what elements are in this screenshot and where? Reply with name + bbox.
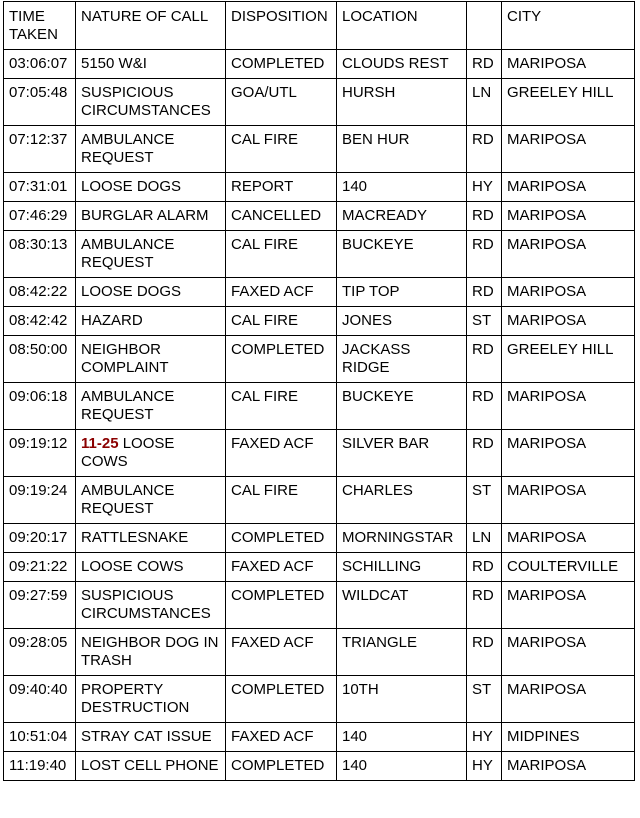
cell-disposition: FAXED ACF <box>226 629 337 676</box>
cell-suffix: RD <box>467 126 502 173</box>
table-row <box>4 79 635 126</box>
cell-suffix: RD <box>467 582 502 629</box>
cell-location: CLOUDS REST <box>337 50 467 79</box>
cell-time: 07:46:29 <box>4 202 76 231</box>
cell-nature <box>76 430 226 477</box>
cell-suffix: HY <box>467 723 502 752</box>
cell-location: SILVER BAR <box>337 430 467 477</box>
cell-time: 08:42:22 <box>4 278 76 307</box>
cell-suffix: RD <box>467 278 502 307</box>
table-row <box>4 524 635 553</box>
header-suffix <box>467 2 502 50</box>
nature-code: 11-25 <box>81 435 119 452</box>
table-row <box>4 126 635 173</box>
cell-time: 09:19:24 <box>4 477 76 524</box>
cell-city: MARIPOSA <box>502 582 635 629</box>
cell-city: MARIPOSA <box>502 676 635 723</box>
cell-disposition: REPORT <box>226 173 337 202</box>
cell-city: MARIPOSA <box>502 231 635 278</box>
cell-time: 09:28:05 <box>4 629 76 676</box>
cell-location: HURSH <box>337 79 467 126</box>
cell-city: MARIPOSA <box>502 383 635 430</box>
cell-time: 03:06:07 <box>4 50 76 79</box>
cell-suffix: HY <box>467 752 502 781</box>
cell-nature: LOOSE DOGS <box>76 278 226 307</box>
cell-location: JONES <box>337 307 467 336</box>
cell-city: MARIPOSA <box>502 629 635 676</box>
cell-city: MARIPOSA <box>502 126 635 173</box>
cell-disposition: FAXED ACF <box>226 430 337 477</box>
cell-location: SCHILLING <box>337 553 467 582</box>
cell-time: 08:50:00 <box>4 336 76 383</box>
cell-city: MARIPOSA <box>502 307 635 336</box>
cell-city: COULTERVILLE <box>502 553 635 582</box>
cell-time: 09:27:59 <box>4 582 76 629</box>
cell-nature: SUSPICIOUS CIRCUMSTANCES <box>76 582 226 629</box>
cell-location: MORNINGSTAR <box>337 524 467 553</box>
cell-disposition: COMPLETED <box>226 752 337 781</box>
cell-disposition: CANCELLED <box>226 202 337 231</box>
call-log <box>3 1 635 781</box>
cell-nature: SUSPICIOUS CIRCUMSTANCES <box>76 79 226 126</box>
cell-city: MARIPOSA <box>502 278 635 307</box>
cell-city: GREELEY HILL <box>502 79 635 126</box>
cell-suffix: RD <box>467 553 502 582</box>
table-row <box>4 723 635 752</box>
cell-time: 09:19:12 <box>4 430 76 477</box>
table-row <box>4 336 635 383</box>
cell-time: 08:42:42 <box>4 307 76 336</box>
cell-disposition: COMPLETED <box>226 336 337 383</box>
table-row <box>4 629 635 676</box>
cell-nature: AMBULANCE REQUEST <box>76 477 226 524</box>
cell-location: WILDCAT <box>337 582 467 629</box>
cell-location: MACREADY <box>337 202 467 231</box>
cell-time: 07:05:48 <box>4 79 76 126</box>
cell-city: MARIPOSA <box>502 524 635 553</box>
cell-time: 09:21:22 <box>4 553 76 582</box>
cell-time: 07:12:37 <box>4 126 76 173</box>
cell-suffix: LN <box>467 524 502 553</box>
cell-suffix: LN <box>467 79 502 126</box>
cell-location: JACKASS RIDGE <box>337 336 467 383</box>
cell-time: 08:30:13 <box>4 231 76 278</box>
cell-suffix: ST <box>467 307 502 336</box>
cell-location: TRIANGLE <box>337 629 467 676</box>
cell-location: CHARLES <box>337 477 467 524</box>
cell-location: 140 <box>337 173 467 202</box>
table-row <box>4 676 635 723</box>
cell-city: MIDPINES <box>502 723 635 752</box>
header-city: CITY <box>502 2 635 50</box>
cell-disposition: CAL FIRE <box>226 307 337 336</box>
cell-suffix: RD <box>467 430 502 477</box>
cell-location: 140 <box>337 752 467 781</box>
cell-city: MARIPOSA <box>502 173 635 202</box>
cell-location: 140 <box>337 723 467 752</box>
header-disposition: DISPOSITION <box>226 2 337 50</box>
table-row <box>4 231 635 278</box>
cell-time: 07:31:01 <box>4 173 76 202</box>
cell-nature: AMBULANCE REQUEST <box>76 126 226 173</box>
table-row <box>4 50 635 79</box>
header-time: TIME TAKEN <box>4 2 76 50</box>
cell-nature: RATTLESNAKE <box>76 524 226 553</box>
cell-city: MARIPOSA <box>502 752 635 781</box>
cell-disposition: GOA/UTL <box>226 79 337 126</box>
cell-city: GREELEY HILL <box>502 336 635 383</box>
table-row <box>4 202 635 231</box>
table-row <box>4 582 635 629</box>
cell-disposition: CAL FIRE <box>226 126 337 173</box>
cell-city: MARIPOSA <box>502 477 635 524</box>
cell-suffix: ST <box>467 477 502 524</box>
header-nature: NATURE OF CALL <box>76 2 226 50</box>
cell-nature: BURGLAR ALARM <box>76 202 226 231</box>
call-log-table <box>3 1 635 781</box>
cell-nature: AMBULANCE REQUEST <box>76 231 226 278</box>
cell-disposition: FAXED ACF <box>226 278 337 307</box>
cell-nature: LOOSE DOGS <box>76 173 226 202</box>
header-row <box>4 2 635 50</box>
table-row <box>4 278 635 307</box>
cell-nature: NEIGHBOR COMPLAINT <box>76 336 226 383</box>
cell-nature: PROPERTY DESTRUCTION <box>76 676 226 723</box>
cell-location: BUCKEYE <box>337 383 467 430</box>
cell-time: 09:06:18 <box>4 383 76 430</box>
cell-nature: LOOSE COWS <box>76 553 226 582</box>
cell-nature: HAZARD <box>76 307 226 336</box>
cell-location: TIP TOP <box>337 278 467 307</box>
cell-nature: AMBULANCE REQUEST <box>76 383 226 430</box>
table-row <box>4 307 635 336</box>
cell-nature: STRAY CAT ISSUE <box>76 723 226 752</box>
cell-nature: 5150 W&I <box>76 50 226 79</box>
cell-suffix: ST <box>467 676 502 723</box>
table-row <box>4 553 635 582</box>
call-log-body <box>4 2 635 781</box>
cell-disposition: CAL FIRE <box>226 383 337 430</box>
cell-suffix: RD <box>467 231 502 278</box>
cell-city: MARIPOSA <box>502 50 635 79</box>
cell-disposition: COMPLETED <box>226 676 337 723</box>
cell-suffix: RD <box>467 629 502 676</box>
header-location: LOCATION <box>337 2 467 50</box>
cell-location: BEN HUR <box>337 126 467 173</box>
cell-time: 09:40:40 <box>4 676 76 723</box>
cell-time: 09:20:17 <box>4 524 76 553</box>
table-row <box>4 430 635 477</box>
cell-suffix: RD <box>467 383 502 430</box>
cell-disposition: CAL FIRE <box>226 477 337 524</box>
cell-suffix: RD <box>467 336 502 383</box>
cell-disposition: FAXED ACF <box>226 553 337 582</box>
cell-time: 11:19:40 <box>4 752 76 781</box>
table-row <box>4 173 635 202</box>
nature-text: LOOSE COWS <box>81 435 175 470</box>
table-row <box>4 752 635 781</box>
table-row <box>4 383 635 430</box>
cell-city: MARIPOSA <box>502 202 635 231</box>
cell-location: BUCKEYE <box>337 231 467 278</box>
cell-disposition: FAXED ACF <box>226 723 337 752</box>
cell-suffix: RD <box>467 50 502 79</box>
cell-nature: NEIGHBOR DOG IN TRASH <box>76 629 226 676</box>
cell-disposition: COMPLETED <box>226 582 337 629</box>
cell-location: 10TH <box>337 676 467 723</box>
cell-disposition: CAL FIRE <box>226 231 337 278</box>
cell-city: MARIPOSA <box>502 430 635 477</box>
cell-suffix: HY <box>467 173 502 202</box>
table-row <box>4 477 635 524</box>
cell-nature: LOST CELL PHONE <box>76 752 226 781</box>
cell-time: 10:51:04 <box>4 723 76 752</box>
cell-disposition: COMPLETED <box>226 524 337 553</box>
cell-disposition: COMPLETED <box>226 50 337 79</box>
cell-suffix: RD <box>467 202 502 231</box>
